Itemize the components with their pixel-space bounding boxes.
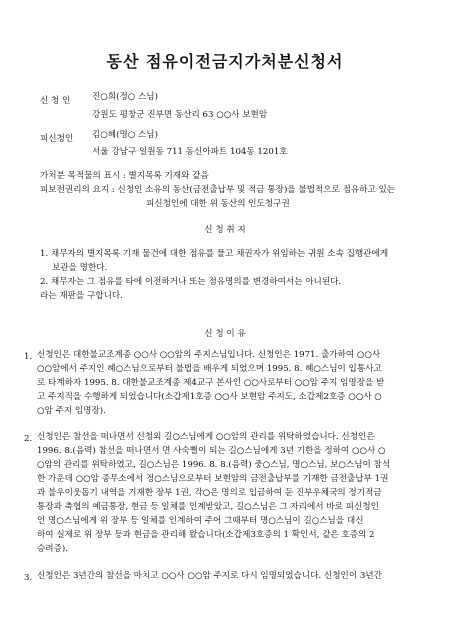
reason-1-line: 고 주지직을 수행하게 되었습니다(소갑제1호증 ○○사 보현암 주지도, 소갑제2호증 ○○사 ○ <box>37 392 382 402</box>
applicant-name: 진○희(정○ 스님) <box>92 92 158 102</box>
document-title: 동산 점유이전금지가처분신청서 <box>106 52 344 71</box>
purpose-line: 라는 재판을 구합니다. <box>40 291 123 301</box>
reason-1-line: 로 타계하자 1995. 8. 대한불교조계종 제4교구 본사인 ○○사로부터 ○○암 주지 임명장을 받 <box>37 378 385 388</box>
reason-2-line: 과 불우이웃돕기 내역을 기재한 장부 1권, 각○은 명의로 입금하여 둔 진부우체국의 정기적금 <box>37 488 382 498</box>
respondent-name: 김○혜(명○ 스님) <box>92 130 158 140</box>
reason-2-line: 인 명○스님에게 위 장부 등 일체를 인계하여 주어 그때부터 명○스님이 길○스님을 대신 <box>37 516 364 526</box>
reason-1-line: ○암 주지 임명장). <box>37 406 106 416</box>
reason-2-line: 한 가운데 ○○암 종무소에서 정○스님으로부터 보현암의 금전출납부를 기재한 금전출납부 1권 <box>37 474 389 484</box>
reason-3-line: 신청인은 3년간의 참선을 마치고 ○○사 ○○암 주지로 다시 임명되었습니다. 신청인이 3년간 <box>37 571 382 581</box>
preserved-right-summary: 피보전권리의 요지 : 신청인 소유의 동산(금전출납부 및 적금 통장)을 불법적으로 점유하고 있는 <box>40 185 396 195</box>
reason-2-line: 하여 실제로 위 장부 등과 현금을 관리해 왔습니다(소갑제3호증의 1 확인서, 같은 호증의 2 <box>37 530 375 540</box>
preserved-right-continued: 피신청인에 대한 위 동산의 인도청구권 <box>146 199 290 209</box>
reason-2-line: 신청인은 참선을 떠나면서 신청외 길○스님에게 ○○암의 관리를 위탁하였습니다. 신청인은 <box>37 432 375 442</box>
applicant-label: 신 청 인 <box>40 96 71 106</box>
respondent-address: 서울 강남구 일원동 711 동신아파트 104동 1201호 <box>92 147 288 157</box>
applicant-address: 강원도 평창군 진부면 동산리 63 ○○사 보현암 <box>92 110 268 120</box>
reason-number: 1. <box>24 352 33 362</box>
reason-heading: 신 청 이 유 <box>204 329 246 339</box>
reason-number: 3. <box>24 573 33 583</box>
reason-2-line: 1996. 8.(음력) 참선을 떠나면서 면 사숙뻘이 되는 길○스님에게 3년 기한을 정하여 ○○사 ○ <box>37 446 386 456</box>
reason-2-line: 통장과 축협의 예금통장, 현금 등 일체를 인계받았고, 길○스님은 그 자리에서 바로 피신청인 <box>37 502 379 512</box>
respondent-label: 피신청인 <box>40 134 74 144</box>
reason-2-line: ○암의 관리를 위탁하였고, 길○스님은 1996. 8. 8.(음력) 중○스님, 명○스님, 보○스님이 참석 <box>37 460 391 470</box>
reason-number: 2. <box>24 434 33 444</box>
reason-1-line: 신청인은 대한불교조계종 ○○사 ○○암의 주지스님입니다. 신청인은 1971. 출가하여 ○○사 <box>37 350 381 360</box>
purpose-heading: 신 청 취 지 <box>204 225 246 235</box>
purpose-line: 1. 채무자의 별지목록 기재 물건에 대한 점유를 풀고 채권자가 위임하는 귀원 소속 집행관에게 <box>40 249 389 259</box>
target-description: 가처분 목적물의 표시 : 별지목록 기재와 같음 <box>40 171 209 181</box>
reason-2-line: 승려증). <box>37 544 68 554</box>
reason-1-line: ○○암에서 주지인 혜○스님으로부터 불법을 배우게 되었으며 1995. 8. 혜○스님이 입통사고 <box>37 364 382 374</box>
purpose-line: 보관을 명한다. <box>52 263 108 273</box>
purpose-line: 2. 채무자는 그 점유를 타에 이전하거나 또는 점유명의를 변경하여서는 아니된다. <box>40 277 342 287</box>
